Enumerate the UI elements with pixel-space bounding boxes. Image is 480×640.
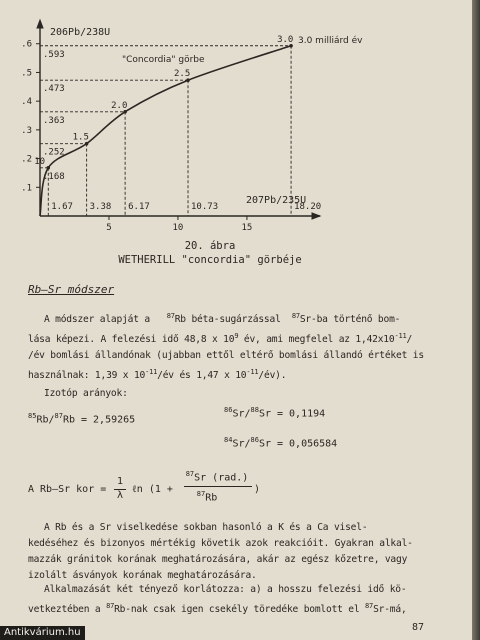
para1-line2: lása képezi. A felezési idő 48,8 x $10^9$ év, ami megfelel az $1,42x10^{-11}/$ [28,332,413,346]
figure-subtitle: WETHERILL "concordia" görbéje [118,254,302,266]
point-label: 3.0 [277,34,294,45]
book-spine-shadow [472,0,480,640]
y-tick-label: .5 [21,68,32,79]
para2-line4: izolált ásványok korának meghatározására. [28,570,257,581]
formula-frac-den: λ [116,490,124,501]
point-label: 2.5 [174,69,191,80]
end-label: 3.0 milliárd év [298,36,363,46]
page-number: 87 [412,622,425,633]
ratio-sr84-86: $^{84}$Sr/$^{86}$Sr = 0,056584 [224,436,338,450]
x-tick-label: 10 [172,223,184,233]
y-axis-arrow [37,20,43,28]
formula-main-bar [184,486,252,487]
formula-close: ) [254,484,261,495]
isotope-heading: Izotóp arányok: [44,388,128,399]
para3-line1: Alkalmazását két tényező korlátozza: a) a hosszu felezési idő kö- [44,584,407,595]
y-value-label: .473 [43,84,65,95]
ratio-rb: $^{85}$Rb/$^{87}$Rb = 2,59265 [28,412,136,426]
x-value-label: 6.17 [128,202,150,212]
watermark: Antikvárium.hu [0,626,85,640]
concordia-chart [0,0,472,240]
y-tick-label: .6 [21,39,32,50]
para2-line1: A Rb és a Sr viselkedése sokban hasonló a K és a Ca visel- [44,522,368,533]
x-tick-label: 15 [241,223,253,233]
para2-line3: mazzák gránitok korának meghatározására, akár az egész kőzetre, vagy [28,554,408,565]
x-axis-arrow [312,213,320,219]
formula-ln: ℓn (1 + [132,484,173,495]
y-axis-label: 206Pb/238U [50,27,111,38]
y-tick-label: .4 [21,97,32,108]
x-value-label: 10.73 [191,202,219,212]
concordia-curve [40,46,291,216]
ratio-sr86-88: $^{86}$Sr/$^{88}$Sr = 0,1194 [224,406,326,420]
formula-lhs: A Rb–Sr kor = [28,484,107,495]
x-axis-label: 207Pb/235U [246,195,307,206]
y-value-label: .168 [43,171,65,182]
formula-frac-num: 1 [116,476,124,487]
para1-line1: A módszer alapját a $^{87}$Rb béta-sugárzással $^{87}$Sr-ba történő bom- [44,312,401,326]
x-value-label: 1.67 [51,202,73,212]
x-value-label: 18.20 [294,202,322,212]
para1-line4: használnak: 1,39 x $10^{-11}/év$ és 1,47 x $10^{-11}/év$). [28,368,287,382]
section-title: Rb–Sr módszer [28,283,115,296]
point-label: 2.0 [111,100,128,111]
point-label: 1.5 [72,132,89,143]
y-value-label: .363 [43,115,65,126]
para2-line2: kedéséhez és bizonyos mértékig követik azok reakcióit. Gyakran alkal- [28,538,413,549]
para1-line3: /év bomlási állandónak (ujabban ettől eltérő bomlási állandó értéket is [28,350,424,361]
point-label: 10 [34,156,46,167]
y-value-label: .252 [43,147,65,158]
y-tick-label: .3 [21,125,32,136]
y-tick-label: .2 [21,154,32,165]
x-value-label: 3.38 [89,202,112,212]
y-tick-label: .1 [21,183,32,194]
data-point [46,166,50,170]
para3-line2: vetkeztében a $^{87}$Rb-nak csak igen csekély töredéke bomlott el $^{87}$Sr-má, [28,602,407,616]
y-value-label: .593 [43,49,65,60]
x-tick-label: 5 [106,223,112,233]
figure-title: 20. ábra [184,240,236,252]
formula-numerator: $^{87}$Sr (rad.) [185,470,249,484]
curve-label: "Concordia" görbe [122,55,205,65]
formula-denominator: $^{87}$Rb [196,490,218,504]
